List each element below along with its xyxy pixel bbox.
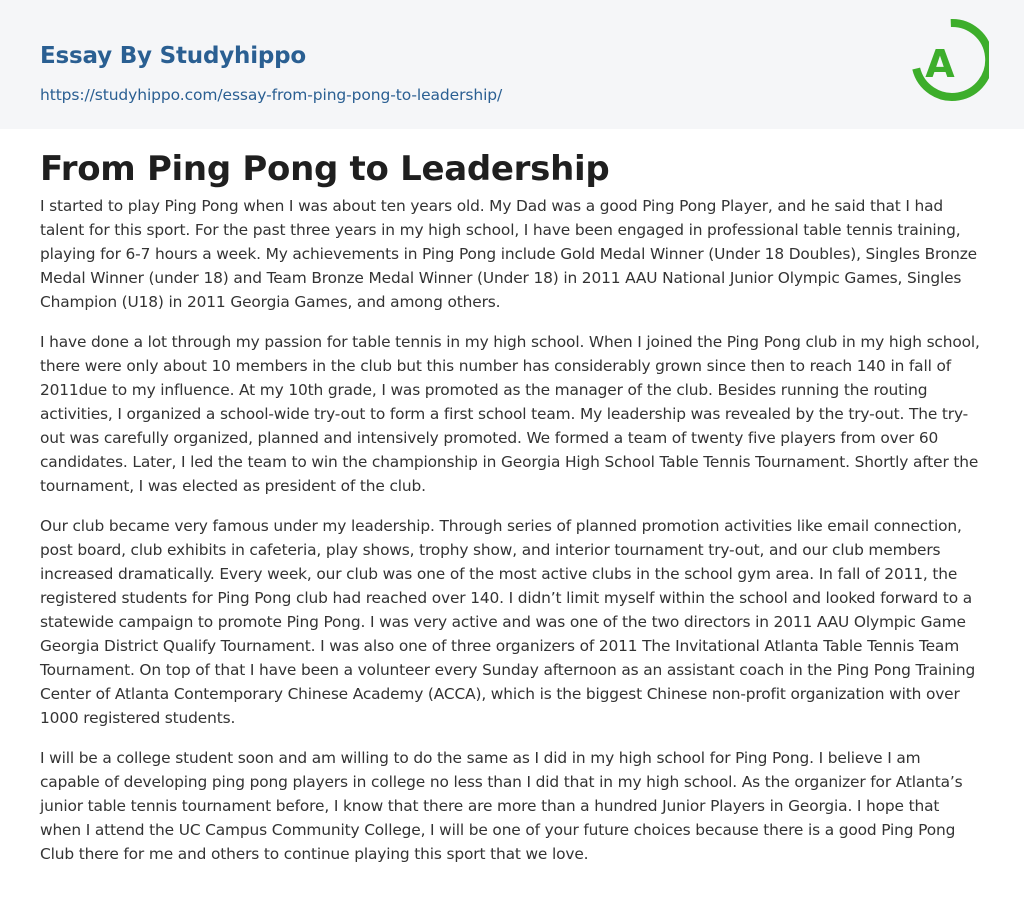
studyhippo-logo-icon[interactable] xyxy=(911,18,989,108)
logo-letter: A xyxy=(925,42,955,86)
essay-paragraph-2: I have done a lot through my passion for table tennis in my high school. When I joined the Ping Pong club in my high school, there were only about 10 members in the club but this number has considerably grown since then to reach 140 in fall of 2011due to my influence. At my 10th grade, I was promoted as the manager of the club. Besides running the routing activities, I organized a school-wide try-out to form a first school team. My leadership was revealed by the try-out. The try-out was carefully organized, planned and intensively promoted. We formed a team of twenty five players from over 60 candidates. Later, I led the team to win the championship in Georgia High School Table Tennis Tournament. Shortly after the tournament, I was elected as president of the club. xyxy=(40,333,980,495)
essay-paragraph-3: Our club became very famous under my leadership. Through series of planned promotion activities like email connection, post board, club exhibits in cafeteria, play shows, trophy show, and interior tournament try-out, and our club members increased dramatically. Every week, our club was one of the most active clubs in the school gym area. In fall of 2011, the registered students for Ping Pong club had reached over 140. I didn’t limit myself within the school and looked forward to a statewide campaign to promote Ping Pong. I was very active and was one of the two directors in 2011 AAU Olympic Game Georgia District Qualify Tournament. I was also one of three organizers of 2011 The Invitational Atlanta Table Tennis Team Tournament. On top of that I have been a volunteer every Sunday afternoon as an assistant coach in the Ping Pong Training Center of Atlanta Contemporary Chinese Academy (ACCA), which is the biggest Chinese non-profit organization with over 1000 registered students. xyxy=(40,517,976,727)
essay-content xyxy=(0,129,1024,866)
essay-title: From Ping Pong to Leadership xyxy=(40,149,610,189)
essay-paragraph-1: I started to play Ping Pong when I was about ten years old. My Dad was a good Ping Pong Player, and he said that I had talent for this sport. For the past three years in my high school, I have been engaged in professional table tennis training, playing for 6-7 hours a week. My achievements in Ping Pong include Gold Medal Winner (Under 18 Doubles), Singles Bronze Medal Winner (under 18) and Team Bronze Medal Winner (Under 18) in 2011 AAU National Junior Olympic Games, Singles Champion (U18) in 2011 Georgia Games, and among others. xyxy=(40,197,977,311)
site-header xyxy=(0,0,1024,129)
essay-paragraph-4: I will be a college student soon and am willing to do the same as I did in my high school for Ping Pong. I believe I am capable of developing ping pong players in college no less than I did that in my high school. As the organizer for Atlanta’s junior table tennis tournament before, I know that there are more than a hundred Junior Players in Georgia. I hope that when I attend the UC Campus Community College, I will be one of your future choices because there is a good Ping Pong Club there for me and others to continue playing this sport that we love. xyxy=(40,749,963,863)
essay-url-link[interactable]: https://studyhippo.com/essay-from-ping-pong-to-leadership/ xyxy=(40,86,503,104)
site-brand[interactable]: Essay By Studyhippo xyxy=(40,43,307,69)
